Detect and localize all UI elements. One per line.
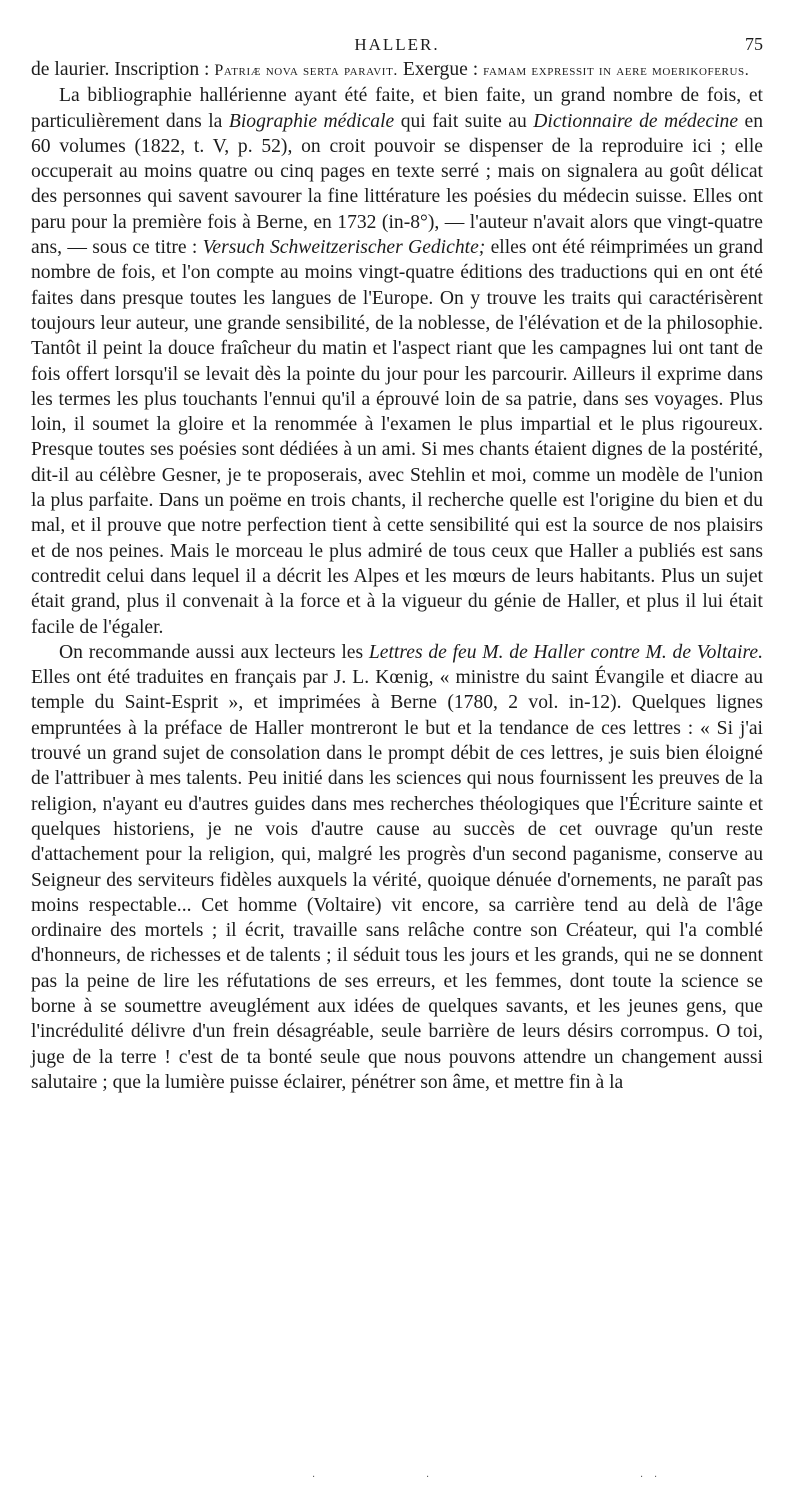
inscription-text: Patriæ nova serta paravit. <box>214 62 398 79</box>
page-header <box>31 30 763 56</box>
paragraph-medal-inscription <box>31 57 763 83</box>
italic-title: Biographie médicale <box>228 110 395 132</box>
italic-title: Versuch Schweitzerischer Gedichte; <box>202 237 486 259</box>
footer-mark: · <box>312 1472 316 1483</box>
document-page <box>31 30 763 1095</box>
paragraph-bibliography <box>31 83 763 640</box>
text-run: La bibliographie hallérienne ayant été faite, et bien faite, un grand nombre de fois, et particulièrement dans la <box>31 85 763 132</box>
text-run: en 60 volumes (1822, t. V, p. 52), on croit pouvoir se dispenser de la reproduire ici ; elle occuperait au moins quatre ou cinq pages en texte serré ; mais on signalera au goût délicat des personnes qui savent savourer la fine littérature les poésies du médecin suisse. Elles ont paru pour la première fois à Berne, en 1732 (in-8°), — l'auteur n'avait alors que vingt-quatre ans, — sous ce titre : <box>31 110 763 259</box>
text-run: de laurier. Inscription : <box>31 59 215 80</box>
italic-title: Dictionnaire de médecine <box>533 110 739 132</box>
italic-title: Lettres de feu M. de Haller contre M. de Voltaire. <box>368 641 763 663</box>
text-run: Exergue : <box>398 59 484 80</box>
page-number: 75 <box>745 34 763 54</box>
exergue-text: famam expressit in aere moerikoferus. <box>483 62 750 79</box>
footer-mark: · <box>654 1472 658 1483</box>
text-run: elles ont été réimprimées un grand nombre de fois, et l'on compte au moins vingt-quatre éditions des traductions qui en ont été faites dans presque toutes les langues de l'Europe. On y trouve les traits qui caractérisèrent toujours leur auteur, une grande sensibilité, de la noblesse, de l'élévation et de la philosophie. Tantôt il peint la douce fraîcheur du matin et l'aspect riant que les campagnes lui ont tant de fois offert lorsqu'il se levait dès la pointe du jour pour les parcourir. Ailleurs il exprime dans les termes les plus touchants l'ennui qu'il a éprouvé loin de sa patrie, dans ses voyages. Plus loin, il soumet la gloire et la renommée à l'examen le plus impartial et le plus rigoureux. Presque toutes ses poésies sont dédiées à un ami. Si mes chants étaient dignes de la postérité, dit-il au célèbre Gesner, je te proposerais, avec Stehlin et moi, comme un modèle de l'union la plus parfaite. Dans un poëme en trois chants, il recherche quelle est l'origine du bien et du mal, et il prouve que notre perfection tient à cette sensibilité qui est la source de nos plaisirs et de nos peines. Mais le morceau le plus admiré de tous ceux que Haller a publiés est sans contredit celui dans lequel il a décrit les Alpes et les mœurs de leurs habitants. Plus un sujet était grand, plus il convenait à la force et à la vigueur du génie de Haller, et plus il lui était facile de l'égaler. <box>31 237 763 638</box>
footer-marks <box>0 1472 800 1482</box>
footer-mark: · <box>640 1472 644 1483</box>
running-title: HALLER. <box>354 35 440 54</box>
footer-mark: · <box>426 1472 430 1483</box>
text-run: qui fait suite au <box>394 110 534 132</box>
paragraph-letters <box>31 640 763 1095</box>
text-run: On recommande aussi aux lecteurs les <box>59 641 369 663</box>
text-run: Elles ont été traduites en français par J. L. Kœnig, « ministre du saint Évangile et diacre au temple du Saint-Esprit », et imprimées à Berne (1780, 2 vol. in-12). Quelques lignes empruntées à la préface de Haller montreront le but et la tendance de ces lettres : « Si j'ai trouvé un grand sujet de consolation dans le prompt débit de ces lettres, je suis bien éloigné de l'attribuer à mes talents. Peu initié dans les sciences qui nous fournissent les preuves de la religion, n'ayant eu d'autres guides dans mes recherches théologiques que l'Écriture sainte et quelques historiens, je ne vois d'autre cause au succès de cet ouvrage qu'un reste d'attachement pour la religion, qui, malgré les progrès d'un second paganisme, conserve au Seigneur des serviteurs fidèles auxquels la vérité, quoique dénuée d'ornements, ne paraît pas moins respectable... Cet homme (Voltaire) vit encore, sa carrière tend au delà de l'âge ordinaire des mortels ; il écrit, travaille sans relâche contre son Créateur, qui l'a comblé d'honneurs, de richesses et de talents ; il séduit tous les jours et les grands, qui ne se donnent pas la peine de lire les réfutations de ses erreurs, et les femmes, dont toute la science se borne à se soumettre aveuglément aux idées de quelques savants, et les jeunes gens, que l'incrédulité délivre d'un frein désagréable, seule barrière de leurs désirs corrompus. O toi, juge de la terre ! c'est de ta bonté seule que nous pouvons attendre un changement aussi salutaire ; que la lumière puisse éclairer, pénétrer son âme, et mettre fin à la <box>31 667 763 1093</box>
